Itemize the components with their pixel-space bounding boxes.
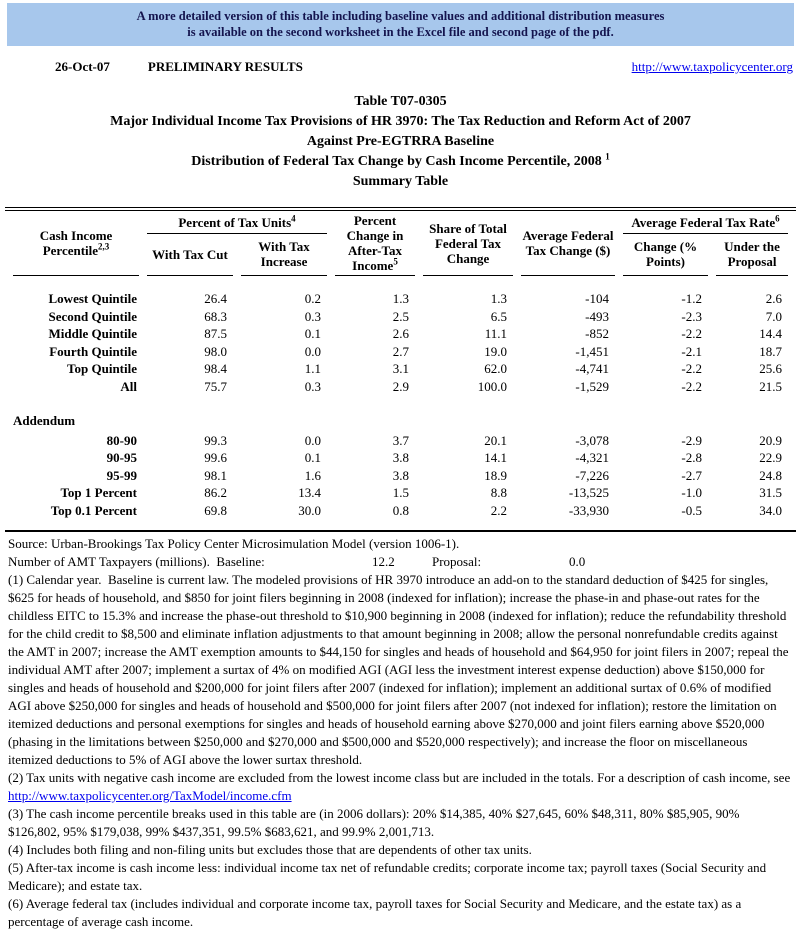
- cell-rate-under-proposal: 21.5: [759, 378, 783, 394]
- row-label: Top Quintile: [67, 361, 137, 376]
- cell-pct-with-tax-increase: 1.6: [304, 467, 322, 483]
- cell-pct-with-tax-increase: 0.1: [304, 326, 322, 341]
- table-row: [13, 449, 788, 467]
- cell-pct-with-tax-increase: 0.0: [304, 432, 322, 448]
- cell-pct-with-tax-increase: 1.1: [304, 361, 322, 376]
- cell-pct-change-after-tax-income: 2.9: [392, 378, 410, 394]
- info-banner: [7, 3, 794, 46]
- row-label: Lowest Quintile: [48, 291, 137, 306]
- col-header-cash-income-percentile: Cash Income Percentile$^{2,3}$: [13, 211, 139, 276]
- cell-pct-with-tax-increase: 0.3: [304, 308, 322, 324]
- cell-pct-with-tax-cut: 87.5: [204, 326, 227, 341]
- table-row: [13, 325, 788, 343]
- col-header-under-the-proposal: Under the Proposal: [716, 234, 788, 276]
- cell-average-tax-change: -1,529: [575, 378, 610, 394]
- cell-pct-with-tax-increase: 0.0: [304, 343, 322, 359]
- col-header-share-of-total-federal-tax-change: Share of Total Federal Tax Change: [423, 211, 513, 276]
- footnote-5: (5) After-tax income is cash income less: individual income tax net of refundable credits; corporate income tax; payroll taxes (Social Security and Medicare); and estate tax.: [8, 860, 770, 893]
- cell-rate-change-points: -2.3: [681, 308, 703, 324]
- cell-pct-change-after-tax-income: 3.8: [392, 450, 410, 465]
- cell-rate-change-points: -2.2: [681, 361, 703, 376]
- col-group-average-federal-tax-rate: Average Federal Tax Rate$^6$: [623, 211, 788, 234]
- row-label: Top 0.1 Percent: [50, 502, 137, 518]
- cell-pct-with-tax-cut: 98.0: [204, 343, 227, 359]
- cell-rate-change-points: -2.9: [681, 432, 703, 448]
- table-row: [13, 360, 788, 378]
- cell-pct-with-tax-cut: 68.3: [204, 308, 227, 324]
- cell-rate-under-proposal: 31.5: [759, 485, 783, 500]
- report-date: 26-Oct-07: [55, 59, 110, 74]
- quintile-rows: [13, 276, 788, 395]
- cell-pct-with-tax-cut: 75.7: [204, 378, 227, 394]
- cell-pct-change-after-tax-income: 3.1: [392, 361, 410, 376]
- cell-rate-under-proposal: 20.9: [759, 432, 783, 448]
- cell-pct-with-tax-increase: 0.3: [304, 378, 322, 394]
- title-block: [0, 92, 801, 192]
- cell-rate-under-proposal: 2.6: [765, 291, 783, 306]
- cell-pct-with-tax-cut: 99.6: [204, 450, 227, 465]
- cell-share-of-total: 6.5: [490, 308, 508, 324]
- amt-taxpayers-line: [8, 553, 793, 571]
- cell-share-of-total: 2.2: [490, 502, 508, 518]
- cell-average-tax-change: -33,930: [568, 502, 610, 518]
- addendum-label: Addendum: [13, 413, 76, 428]
- cell-pct-change-after-tax-income: 3.8: [392, 467, 410, 483]
- addendum-section: [13, 395, 788, 432]
- footnotes: [8, 571, 793, 931]
- banner-line-1: A more detailed version of this table including baseline values and additional distribution measures: [136, 9, 665, 23]
- cell-average-tax-change: -852: [585, 326, 610, 341]
- cell-pct-with-tax-increase: 30.0: [298, 502, 322, 518]
- cell-rate-change-points: -2.8: [681, 450, 703, 465]
- footnote-1: (1) Calendar year. Baseline is current law. The modeled provisions of HR 3970 introduce an add-on to the standard deduction of $425 for singles, $625 for heads of household, and $850 for joint filers beginning in 2008 (indexed for inflation); increase the phase-in and phase-out rates for the childless EITC to 15.3% and increase the phase-out threshold to $10,900 beginning in 2008 (indexed for inflation); reduce the refundability threshold for the child credit to $8,500 and eliminate inflation adjustments to that amount beginning in 2008; allow the personal nonrefundable credits against the AMT in 2007; increase the AMT exemption amounts to $44,150 for singles and heads of household and $64,950 for joint filers in 2007; repeal the individual AMT after 2007; implement a surtax of 4% on modified AGI (AGI less the investment interest expense deduction) above $150,000 for singles and heads of household and $200,000 for joint filers after 2007 (indexed for inflation); implement an additional surtax of 0.6% of modified AGI above $250,000 for singles and heads of household and $500,000 for joint filers after 2007 (not indexed for inflation); restore the limitation on itemized deductions and personal exemptions for singles and heads of household earning above $270,000 and joint filers earning above $520,000 (phasing in the limitations between $250,000 and $270,000 and $500,000 and $520,000 respectively); and increase the floor on miscellaneous itemized deductions to 5% of AGI above the lower surtax threshold.: [8, 572, 792, 767]
- cell-share-of-total: 1.3: [490, 291, 508, 306]
- row-label: All: [120, 378, 137, 394]
- table-row: [13, 432, 788, 450]
- table-bottom-rule: [5, 530, 796, 532]
- cell-average-tax-change: -7,226: [575, 467, 610, 483]
- amt-baseline-label: Number of AMT Taxpayers (millions). Baseline:: [8, 554, 265, 569]
- col-header-average-federal-tax-change: Average Federal Tax Change ($): [521, 211, 615, 276]
- footnote-3: (3) The cash income percentile breaks used in this table are (in 2006 dollars): 20% $14,385, 40% $27,645, 60% $48,311, 80% $85,905, 90% $126,802, 95% $179,038, 99% $437,351, 99.5% $683,621, and 99.9% 2,001,713.: [8, 806, 743, 839]
- cell-average-tax-change: -493: [585, 308, 610, 324]
- footnote-4: (4) Includes both filing and non-filing units but excludes those that are dependents of other tax units.: [8, 842, 532, 857]
- cell-pct-change-after-tax-income: 1.3: [392, 291, 410, 306]
- cell-rate-change-points: -1.0: [681, 485, 703, 500]
- title-line-4: Distribution of Federal Tax Change by Cash Income Percentile, 2008 $^1$: [191, 151, 610, 169]
- cell-share-of-total: 14.1: [484, 450, 508, 465]
- table-row: [13, 467, 788, 485]
- col-header-change-percent-points: Change (% Points): [623, 234, 708, 276]
- cell-rate-under-proposal: 24.8: [759, 467, 783, 483]
- income-definition-link[interactable]: http://www.taxpolicycenter.org/TaxModel/income.cfm: [8, 788, 292, 803]
- table-number: Table T07-0305: [354, 94, 447, 109]
- cell-share-of-total: 19.0: [484, 343, 508, 359]
- cell-pct-change-after-tax-income: 1.5: [392, 485, 410, 500]
- cell-rate-under-proposal: 22.9: [759, 450, 783, 465]
- table-header: [13, 211, 788, 276]
- cell-rate-under-proposal: 14.4: [759, 326, 783, 341]
- cell-rate-under-proposal: 7.0: [765, 308, 783, 324]
- cell-pct-with-tax-increase: 0.1: [304, 450, 322, 465]
- table-row: [13, 343, 788, 361]
- row-label: Top 1 Percent: [60, 485, 137, 500]
- cell-pct-with-tax-cut: 99.3: [204, 432, 227, 448]
- table-row: [13, 378, 788, 396]
- table-row: [13, 276, 788, 308]
- source-line: Source: Urban-Brookings Tax Policy Center Microsimulation Model (version 1006-1).: [8, 536, 460, 551]
- cell-average-tax-change: -3,078: [575, 432, 610, 448]
- addendum-rows: [13, 432, 788, 520]
- cell-pct-change-after-tax-income: 3.7: [392, 432, 410, 448]
- cell-average-tax-change: -104: [585, 291, 610, 306]
- cell-pct-change-after-tax-income: 2.7: [392, 343, 410, 359]
- cell-rate-change-points: -1.2: [681, 291, 703, 306]
- table-row: [13, 484, 788, 502]
- col-header-percent-change-after-tax-income: Percent Change in After-Tax Income$^5$: [335, 211, 415, 276]
- cell-pct-with-tax-cut: 98.1: [204, 467, 227, 483]
- amt-proposal-label: Proposal:: [432, 554, 482, 569]
- cell-pct-with-tax-cut: 69.8: [204, 502, 227, 518]
- cell-pct-change-after-tax-income: 2.5: [392, 308, 410, 324]
- cell-pct-with-tax-cut: 26.4: [204, 291, 227, 306]
- title-line-2: Major Individual Income Tax Provisions of HR 3970: The Tax Reduction and Reform Act of 2007: [110, 114, 691, 129]
- col-header-with-tax-cut: With Tax Cut: [147, 234, 233, 276]
- cell-share-of-total: 62.0: [484, 361, 508, 376]
- cell-average-tax-change: -4,741: [575, 361, 610, 376]
- col-header-with-tax-increase: With Tax Increase: [241, 234, 327, 276]
- title-line-5: Summary Table: [352, 174, 449, 189]
- distribution-table: [5, 211, 796, 519]
- row-label: Second Quintile: [48, 308, 137, 324]
- row-label: 80-90: [106, 432, 137, 448]
- cell-rate-change-points: -2.2: [681, 326, 703, 341]
- row-label: Fourth Quintile: [49, 343, 137, 359]
- taxpolicycenter-link[interactable]: http://www.taxpolicycenter.org: [631, 59, 793, 74]
- cell-pct-with-tax-cut: 98.4: [204, 361, 227, 376]
- cell-rate-change-points: -0.5: [681, 502, 703, 518]
- preliminary-results-label: PRELIMINARY RESULTS: [147, 59, 303, 74]
- table-row: [13, 502, 788, 520]
- cell-pct-change-after-tax-income: 2.6: [392, 326, 410, 341]
- cell-share-of-total: 11.1: [484, 326, 508, 341]
- cell-average-tax-change: -13,525: [568, 485, 610, 500]
- banner-line-2: is available on the second worksheet in the Excel file and second page of the pdf.: [187, 25, 614, 39]
- col-group-percent-of-tax-units: Percent of Tax Units$^4$: [147, 211, 327, 234]
- footnote-2: (2) Tax units with negative cash income are excluded from the lowest income class but are included in the totals. For a description of cash income, see: [8, 770, 791, 785]
- cell-share-of-total: 18.9: [484, 467, 508, 483]
- cell-pct-with-tax-increase: 13.4: [298, 485, 322, 500]
- cell-average-tax-change: -4,321: [575, 450, 610, 465]
- row-label: Middle Quintile: [48, 326, 137, 341]
- cell-pct-with-tax-increase: 0.2: [304, 291, 322, 306]
- amt-proposal-value: 0.0: [569, 554, 586, 569]
- cell-pct-change-after-tax-income: 0.8: [392, 502, 410, 518]
- cell-rate-change-points: -2.1: [681, 343, 703, 359]
- row-label: 95-99: [106, 467, 137, 483]
- cell-rate-under-proposal: 25.6: [759, 361, 783, 376]
- cell-share-of-total: 20.1: [484, 432, 508, 448]
- table-row: [13, 308, 788, 326]
- cell-rate-change-points: -2.7: [681, 467, 703, 483]
- title-line-3: Against Pre-EGTRRA Baseline: [306, 134, 495, 149]
- cell-average-tax-change: -1,451: [575, 343, 610, 359]
- amt-baseline-value: 12.2: [372, 554, 395, 569]
- footnote-6: (6) Average federal tax (includes individual and corporate income tax, payroll taxes for Social Security and Medicare, and the estate tax) as a percentage of average cash income.: [8, 896, 745, 929]
- cell-rate-under-proposal: 18.7: [759, 343, 783, 359]
- meta-row: [55, 59, 793, 75]
- row-label: 90-95: [106, 450, 137, 465]
- cell-rate-under-proposal: 34.0: [759, 502, 783, 518]
- cell-share-of-total: 8.8: [490, 485, 508, 500]
- cell-share-of-total: 100.0: [477, 378, 508, 394]
- cell-pct-with-tax-cut: 86.2: [204, 485, 227, 500]
- cell-rate-change-points: -2.2: [681, 378, 703, 394]
